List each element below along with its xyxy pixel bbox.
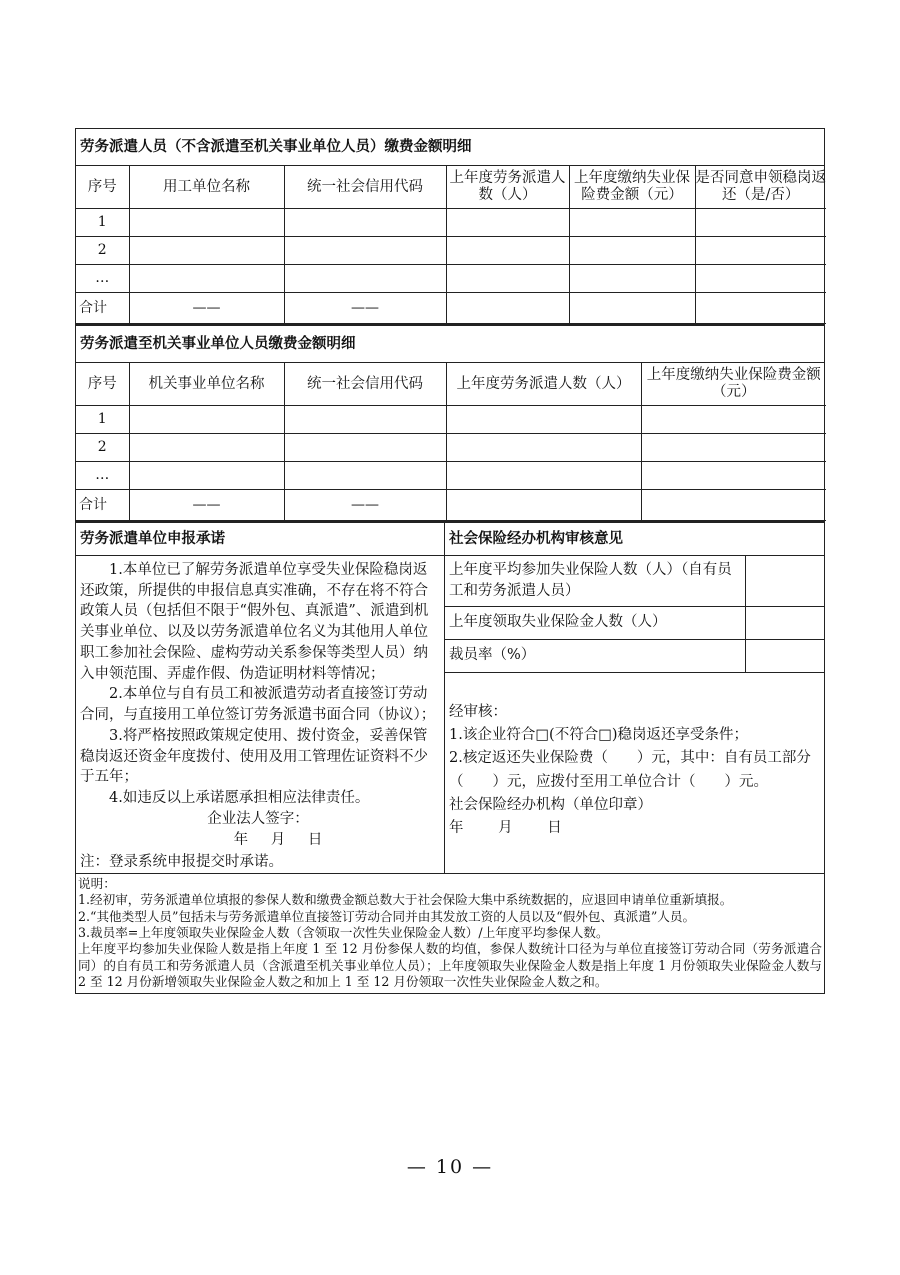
- table-row: [76, 406, 826, 434]
- cell-institution[interactable]: [129, 434, 284, 462]
- metric-layoff-rate-label: 裁员率（%）: [445, 640, 746, 673]
- table-header-row: [76, 363, 826, 406]
- cell-credit-code[interactable]: [284, 434, 446, 462]
- table-row: [76, 237, 826, 265]
- signature-date[interactable]: 年 月 日: [233, 831, 323, 848]
- cell-amount[interactable]: [569, 209, 695, 237]
- cell-credit-code[interactable]: [284, 462, 446, 490]
- cell-institution[interactable]: [129, 462, 284, 490]
- total-row: [76, 490, 826, 521]
- row-index: 2: [76, 237, 129, 265]
- cell-amount[interactable]: [641, 462, 826, 490]
- section1-title: 劳务派遣人员（不含派遣至机关事业单位人员）缴费金额明细: [76, 129, 824, 166]
- cell-credit-code[interactable]: [284, 209, 446, 237]
- cell-credit-code[interactable]: [284, 265, 446, 293]
- commitment-item: 3.将严格按照政策规定使用、拨付资金，妥善保管稳岗返还资金年度拨付、使用及用工管理佐证资料不少于五年；: [80, 727, 428, 786]
- explanation-line: 1.经初审，劳务派遣单位填报的参保人数和缴费金额总数大于社会保险大集中系统数据的，应退回申请单位重新填报。: [78, 892, 733, 908]
- cell-count[interactable]: [446, 434, 641, 462]
- cell-count[interactable]: [446, 209, 569, 237]
- commitment-item: 2.本单位与自有员工和被派遣劳动者直接签订劳动合同，与直接用工单位签订劳务派遣书面合同（协议）；: [80, 686, 436, 724]
- review-heading: 经审核：: [449, 704, 507, 720]
- commitment-note: 注：登录系统申报提交时承诺。: [80, 854, 283, 871]
- review-date[interactable]: 年 月 日: [449, 819, 562, 836]
- cell-agree[interactable]: [695, 237, 826, 265]
- cell-count[interactable]: [446, 237, 569, 265]
- col-header-dispatch-count: 上年度劳务派遣人数（人）: [446, 166, 569, 209]
- dash-mark: ——: [284, 293, 446, 324]
- cell-credit-code[interactable]: [284, 406, 446, 434]
- col-header-premium-amount: 上年度缴纳失业保险费金额（元）: [569, 166, 695, 209]
- dispatch-staff-table: [76, 166, 826, 324]
- page-number: — 10 —: [406, 1156, 494, 1178]
- col-header-premium-amount: 上年度缴纳失业保险费金额（元）: [641, 363, 826, 406]
- table-row: [76, 209, 826, 237]
- total-label: 合计: [76, 490, 129, 521]
- explanation-line: 3.裁员率=上年度领取失业保险金人数（含领取一次性失业保险金人数）/上年度平均参保人数。: [78, 925, 609, 941]
- total-count[interactable]: [446, 293, 569, 324]
- commitment-title: 劳务派遣单位申报承诺: [76, 523, 444, 556]
- total-amount[interactable]: [569, 293, 695, 324]
- table-row: [76, 462, 826, 490]
- row-index: 1: [76, 406, 129, 434]
- public-institution-section: [75, 324, 825, 521]
- commitment-body: [76, 556, 444, 873]
- metric-layoff-rate-value[interactable]: [746, 640, 825, 673]
- cell-amount[interactable]: [641, 434, 826, 462]
- metric-avg-insured-value[interactable]: [746, 556, 825, 607]
- cell-employer[interactable]: [129, 237, 284, 265]
- application-form: [75, 128, 825, 994]
- review-title: 社会保险经办机构审核意见: [445, 523, 824, 556]
- total-row: [76, 293, 826, 324]
- review-panel: [445, 523, 824, 873]
- agency-seal: 社会保险经办机构（单位印章）: [449, 796, 652, 813]
- row-index: 1: [76, 209, 129, 237]
- explanation-line: 2.“其他类型人员”包括未与劳务派遣单位直接签订劳动合同并由其发放工资的人员以及“假外包、真派遣”人员。: [78, 908, 696, 924]
- col-header-employer: 用工单位名称: [129, 166, 284, 209]
- cell-count[interactable]: [446, 406, 641, 434]
- review-eligibility: 1.该企业符合□(不符合□)稳岗返还享受条件；: [449, 727, 749, 744]
- row-index: …: [76, 265, 129, 293]
- explanation-line: 上年度平均参加失业保险人数是指上年度 1 至 12 月份参保人数的均值，参保人数统计口径为与单位直接签订劳动合同（劳务派遣合同）的自有员工和劳务派遣人员（含派遣至机关事业单位人员）；上年度领取失业保险金人数是指上年度 1 月份领取失业保险金人数与 2 至 12 月份新增领取失业保险金人数之和加上 1 至 12 月份领取一次性失业保险金人数之和。: [78, 941, 822, 990]
- explanation-notes: [75, 873, 825, 994]
- table-row: [76, 434, 826, 462]
- col-header-credit-code: 统一社会信用代码: [284, 166, 446, 209]
- col-header-institution: 机关事业单位名称: [129, 363, 284, 406]
- col-header-dispatch-count: 上年度劳务派遣人数（人）: [446, 363, 641, 406]
- col-header-credit-code: 统一社会信用代码: [284, 363, 446, 406]
- total-label: 合计: [76, 293, 129, 324]
- cell-credit-code[interactable]: [284, 237, 446, 265]
- metric-avg-insured-label: 上年度平均参加失业保险人数（人）（自有员工和劳务派遣人员）: [445, 556, 746, 607]
- col-header-index: 序号: [76, 166, 129, 209]
- table-row: [445, 556, 824, 607]
- cell-count[interactable]: [446, 462, 641, 490]
- public-institution-table: [76, 363, 826, 521]
- commitment-panel: [76, 523, 445, 873]
- review-refund-amount: 2.核定返还失业保险费（ ）元，其中：自有员工部分（ ）元，应拨付至用工单位合计（ ）元。: [449, 750, 811, 790]
- dispatch-staff-section: [75, 128, 825, 324]
- total-count[interactable]: [446, 490, 641, 521]
- explanation-line: 说明：: [78, 876, 116, 892]
- legal-rep-signature[interactable]: 企业法人签字：: [207, 810, 309, 827]
- review-metrics-table: [445, 556, 824, 673]
- row-index: 2: [76, 434, 129, 462]
- cell-amount[interactable]: [569, 265, 695, 293]
- table-row: [445, 640, 824, 673]
- commitment-item: 1.本单位已了解劳务派遣单位享受失业保险稳岗返还政策，所提供的申报信息真实准确，不存在将不符合政策人员（包括但不限于“假外包、真派遣”、派遣到机关事业单位、以及以劳务派遣单位名义为其他用人单位职工参加社会保险、虚构劳动关系参保等类型人员）纳入申领范围、弄虚作假、伪造证明材料等情况；: [80, 562, 429, 682]
- cell-employer[interactable]: [129, 209, 284, 237]
- commitment-review-section: [75, 521, 825, 873]
- review-opinion: [445, 673, 824, 840]
- col-header-index: 序号: [76, 363, 129, 406]
- cell-employer[interactable]: [129, 265, 284, 293]
- cell-agree[interactable]: [695, 209, 826, 237]
- metric-benefit-recipients-label: 上年度领取失业保险金人数（人）: [445, 607, 746, 640]
- dash-mark: ——: [284, 490, 446, 521]
- row-index: …: [76, 462, 129, 490]
- table-header-row: [76, 166, 826, 209]
- total-amount[interactable]: [641, 490, 826, 521]
- cell-count[interactable]: [446, 265, 569, 293]
- dash-mark: ——: [129, 293, 284, 324]
- cell-institution[interactable]: [129, 406, 284, 434]
- dash-mark: ——: [129, 490, 284, 521]
- total-agree[interactable]: [695, 293, 826, 324]
- table-row: [76, 265, 826, 293]
- metric-benefit-recipients-value[interactable]: [746, 607, 825, 640]
- section2-title: 劳务派遣至机关事业单位人员缴费金额明细: [76, 326, 824, 363]
- table-row: [445, 607, 824, 640]
- cell-agree[interactable]: [695, 265, 826, 293]
- col-header-agree-refund: 是否同意申领稳岗返还（是/否）: [695, 166, 826, 209]
- cell-amount[interactable]: [569, 237, 695, 265]
- commitment-item: 4.如违反以上承诺愿承担相应法律责任。: [109, 790, 370, 807]
- cell-amount[interactable]: [641, 406, 826, 434]
